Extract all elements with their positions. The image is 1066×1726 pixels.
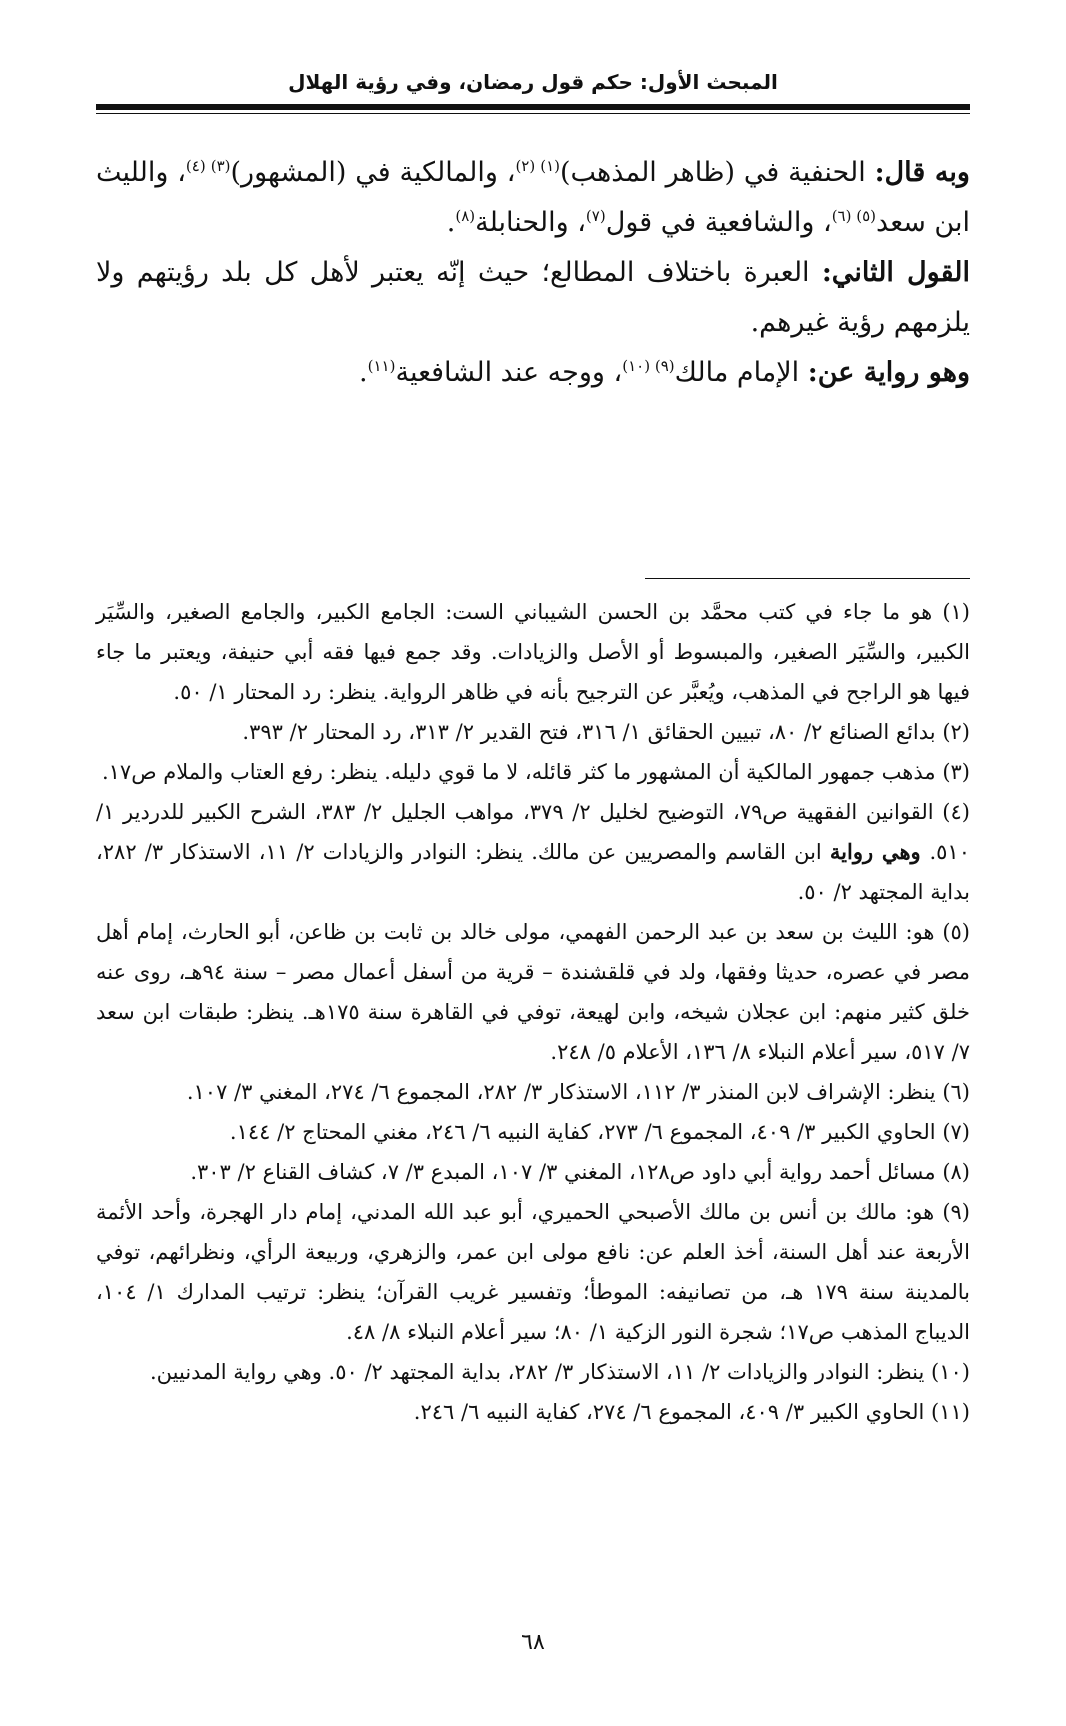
footnote-item — [96, 1152, 970, 1192]
footnote-item — [96, 912, 970, 1072]
footnote-text: الحاوي الكبير ٣/ ٤٠٩، المجموع ٦/ ٢٧٤، كفاية النبيه ٦/ ٢٤٦. — [413, 1400, 932, 1424]
running-header: المبحث الأول: حكم قول رمضان، وفي رؤية الهلال — [288, 70, 778, 94]
text-run: . — [359, 357, 368, 388]
footnote-text: ابن القاسم والمصريين عن مالك. ينظر: النوادر والزيادات ٢/ ١١، الاستذكار ٣/ ٢٨٢، بداية المجتهد ٢/ ٥٠. — [96, 840, 970, 904]
footnote-separator — [645, 578, 970, 579]
footnote-text: هو: الليث بن سعد بن عبد الرحمن الفهمي، مولى خالد بن ثابت بن ظاعن، أبو الحارث، إمام أهل مصر في عصره، حديثا وفقها، ولد في قلقشندة – قرية من أسفل أعمال مصر – سنة ٩٤هـ، روى عنه خلق كثير منهم: ابن عجلان شيخه، وابن لهيعة، توفي في القاهرة سنة ١٧٥هـ. ينظر: طبقات ابن سعد ٧/ ٥١٧، سير أعلام النبلاء ٨/ ١٣٦، الأعلام ٥/ ٢٤٨. — [96, 920, 970, 1064]
footnote-text: هو ما جاء في كتب محمَّد بن الحسن الشيباني الست: الجامع الكبير، والجامع الصغير، والسِّيَر الكبير، والسِّيَر الصغير، والمبسوط أو الأصل والزيادات. وقد جمع فيها فقه أبي حنيفة، ويعتبر ما جاء فيها هو الراجح في المذهب، ويُعبَّر عن الترجيح بأنه في ظاهر الرواية. ينظر: رد المحتار ١/ ٥٠. — [96, 600, 970, 704]
footnote-ref[interactable]: (١) (٢) — [515, 157, 561, 175]
footnote-ref[interactable]: (٥) (٦) — [831, 207, 877, 225]
footnote-text: مسائل أحمد رواية أبي داود ص١٢٨، المغني ٣/ ١٠٧، المبدع ٣/ ٧، كشاف القناع ٢/ ٣٠٣. — [190, 1160, 943, 1184]
footnote-ref[interactable]: (١١) — [367, 357, 396, 375]
footnote-text: الحاوي الكبير ٣/ ٤٠٩، المجموع ٦/ ٢٧٣، كفاية النبيه ٦/ ٢٤٦، مغني المحتاج ٢/ ١٤٤. — [229, 1120, 943, 1144]
footnotes — [96, 592, 970, 1432]
paragraph-2 — [96, 248, 970, 348]
footnote-number: (٨) — [942, 1160, 970, 1184]
footnote-item — [96, 1112, 970, 1152]
footnote-text: القوانين الفقهية ص٧٩، التوضيح لخليل ٢/ ٣٧٩، مواهب الجليل ٢/ ٣٨٣، الشرح الكبير للدردير ١/ ٥١٠. — [96, 800, 970, 864]
paragraph-label: وهو رواية عن: — [807, 357, 970, 388]
footnote-item — [96, 752, 970, 792]
paragraph-3 — [96, 348, 970, 398]
footnote-ref[interactable]: (٧) — [585, 207, 606, 225]
text-run: ، والمالكية في (المشهور) — [230, 157, 516, 188]
footnote-ref[interactable]: (٩) (١٠) — [622, 357, 675, 375]
footnote-number: (١) — [942, 600, 970, 624]
footnote-item — [96, 1192, 970, 1352]
text-run: الإمام مالك — [674, 357, 808, 388]
footnote-item — [96, 1352, 970, 1392]
footnote-text: بدائع الصنائع ٢/ ٨٠، تبيين الحقائق ١/ ٣١٦، فتح القدير ٢/ ٣١٣، رد المحتار ٢/ ٣٩٣. — [242, 720, 943, 744]
footnote-number: (١٠) — [931, 1360, 970, 1384]
page-number: ٦٨ — [521, 1630, 545, 1655]
footnote-number: (٢) — [942, 720, 970, 744]
paragraph-label: القول الثاني: — [821, 257, 970, 288]
text-run: ، والحنابلة — [475, 207, 586, 238]
footnote-text: مذهب جمهور المالكية أن المشهور ما كثر قائله، لا ما قوي دليله. ينظر: رفع العتاب والملام ص١٧. — [101, 760, 943, 784]
footnote-number: (٦) — [942, 1080, 970, 1104]
footnote-number: (٣) — [942, 760, 970, 784]
text-run: ، ووجه عند الشافعية — [395, 357, 623, 388]
footnote-text: ينظر: الإشراف لابن المنذر ٣/ ١١٢، الاستذكار ٣/ ٢٨٢، المجموع ٦/ ٢٧٤، المغني ٣/ ١٠٧. — [186, 1080, 943, 1104]
main-text — [96, 148, 970, 398]
footnote-item — [96, 592, 970, 712]
footnote-number: (٤) — [942, 800, 970, 824]
header-rule-thin — [96, 113, 970, 114]
footnote-number: (٥) — [942, 920, 970, 944]
footnote-number: (٧) — [942, 1120, 970, 1144]
text-run: ، والشافعية في قول — [605, 207, 832, 238]
footnote-text: هو: مالك بن أنس بن مالك الأصبحي الحميري، أبو عبد الله المدني، إمام دار الهجرة، وأحد الأئمة الأربعة عند أهل السنة، أخذ العلم عن: نافع مولى ابن عمر، والزهري، وربيعة الرأي، ونظرائهم، توفي بالمدينة سنة ١٧٩ هـ، من تصانيفه: الموطأ؛ وتفسير غريب القرآن؛ ينظر: ترتيب المدارك ١/ ١٠٤، الديباج المذهب ص١٧؛ شجرة النور الزكية ١/ ٨٠؛ سير أعلام النبلاء ٨/ ٤٨. — [96, 1200, 970, 1344]
text-run: . — [446, 207, 456, 238]
footnote-ref[interactable]: (٨) — [455, 207, 476, 225]
text-run: ، والليث ابن سعد — [96, 157, 970, 238]
paragraph-label: وبه قال: — [874, 157, 970, 188]
paragraph-1 — [96, 148, 970, 248]
footnote-number: (٩) — [942, 1200, 970, 1224]
footnote-item — [96, 712, 970, 752]
header-rule-thick — [96, 104, 970, 110]
text-run: الحنفية في (ظاهر المذهب) — [560, 157, 875, 188]
footnote-item — [96, 1392, 970, 1432]
footnote-number: (١١) — [931, 1400, 970, 1424]
footnote-ref[interactable]: (٣) (٤) — [185, 157, 231, 175]
footnote-text: ينظر: النوادر والزيادات ٢/ ١١، الاستذكار ٣/ ٢٨٢، بداية المجتهد ٢/ ٥٠. وهي رواية المدنيين. — [150, 1360, 932, 1384]
footnote-item — [96, 1072, 970, 1112]
footnote-emphasis: وهي رواية — [829, 839, 930, 864]
text-run: العبرة باختلاف المطالع؛ حيث إنّه يعتبر لأهل كل بلد رؤيتهم ولا يلزمهم رؤية غيرهم. — [96, 257, 970, 338]
footnote-item — [96, 792, 970, 912]
